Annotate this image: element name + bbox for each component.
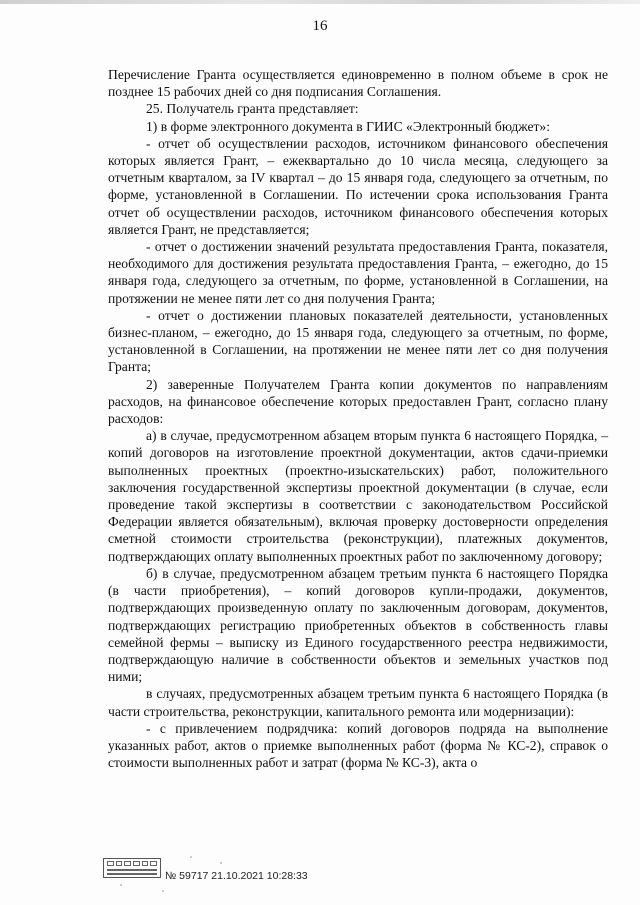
page-number: 16 [312, 18, 328, 34]
paragraph: - отчет об осуществлении расходов, источником финансового обеспечения которых является Грант, – ежеквартально до 10 числа месяца, следующего за отчетным кварталом, за IV квартал – до 15 января года, следующего за отчетным, по форме, установленной в Соглашении. По истечении срока использования Гранта отчет об осуществлении расходов, источником финансового обеспечения которых является Грант, не представляется; [108, 135, 608, 237]
paragraph: 2) заверенные Получателем Гранта копии документов по направлениям расходов, на финансовое обеспечение которых предоставлен Грант, согласно плану расходов: [108, 376, 608, 427]
paragraph: в случаях, предусмотренных абзацем третьим пункта 6 настоящего Порядка (в части строительства, реконструкции, капитального ремонта или модернизации): [108, 686, 608, 719]
paragraph: - отчет о достижении значений результата предоставления Гранта, показателя, необходимого для достижения результата предоставления Гранта, – ежегодно, до 15 января года, следующего за отчетным, по форме, установленной в Соглашении, на протяжении не менее пяти лет со дня получения Гранта; [108, 239, 608, 306]
scan-top-edge [0, 0, 640, 4]
document-footer [103, 858, 603, 898]
paragraph: Перечисление Гранта осуществляется единовременно в полном объеме в срок не позднее 15 рабочих дней со дня подписания Соглашения. [108, 67, 608, 100]
paragraph: - с привлечением подрядчика: копий договоров подряда на выполнение указанных работ, актов о приемке выполненных работ (форма № КС-2), справок о стоимости выполненных работ и затрат (форма № КС-3), акта о [108, 720, 608, 771]
paragraph: - отчет о достижении плановых показателей деятельности, установленных бизнес-планом, – ежегодно, до 15 января года, следующего за отчетным, по форме, установленной в Соглашении, на протяжении не менее пяти лет со дня получения Гранта; [108, 307, 608, 375]
paragraph: а) в случае, предусмотренном абзацем вторым пункта 6 настоящего Порядка, – копий договоров на изготовление проектной документации, актов сдачи-приемки выполненных проектных (проектно-изыскательских) работ, положительного заключения государственной экспертизы проектной документации (в случае, если проведение такой экспертизы в соответствии с законодательством Российской Федерации является обязательным), включая проверку достоверности определения сметной стоимости строительства (реконструкции), платежных документов, подтверждающих оплату выполненных проектных работ по заключенному договору; [108, 428, 608, 564]
paragraph: 25. Получатель гранта представляет: [146, 101, 359, 117]
registry-logo-icon [103, 858, 161, 878]
registration-stamp: № 59717 21.10.2021 10:28:33 [165, 870, 308, 882]
paragraph: 1) в форме электронного документа в ГИИС «Электронный бюджет»: [146, 118, 550, 134]
document-body [108, 66, 608, 771]
paragraph: б) в случае, предусмотренном абзацем третьим пункта 6 настоящего Порядка (в части приобретения), – копий договоров купли-продажи, документов, подтверждающих произведенную оплату по заключенным договорам, документов, подтверждающих регистрацию приобретенных объектов в собственность главы семейной фермы – выписку из Единого государственного реестра недвижимости, подтверждающую наличие в собственности объектов и земельных участков под ними; [108, 565, 608, 685]
